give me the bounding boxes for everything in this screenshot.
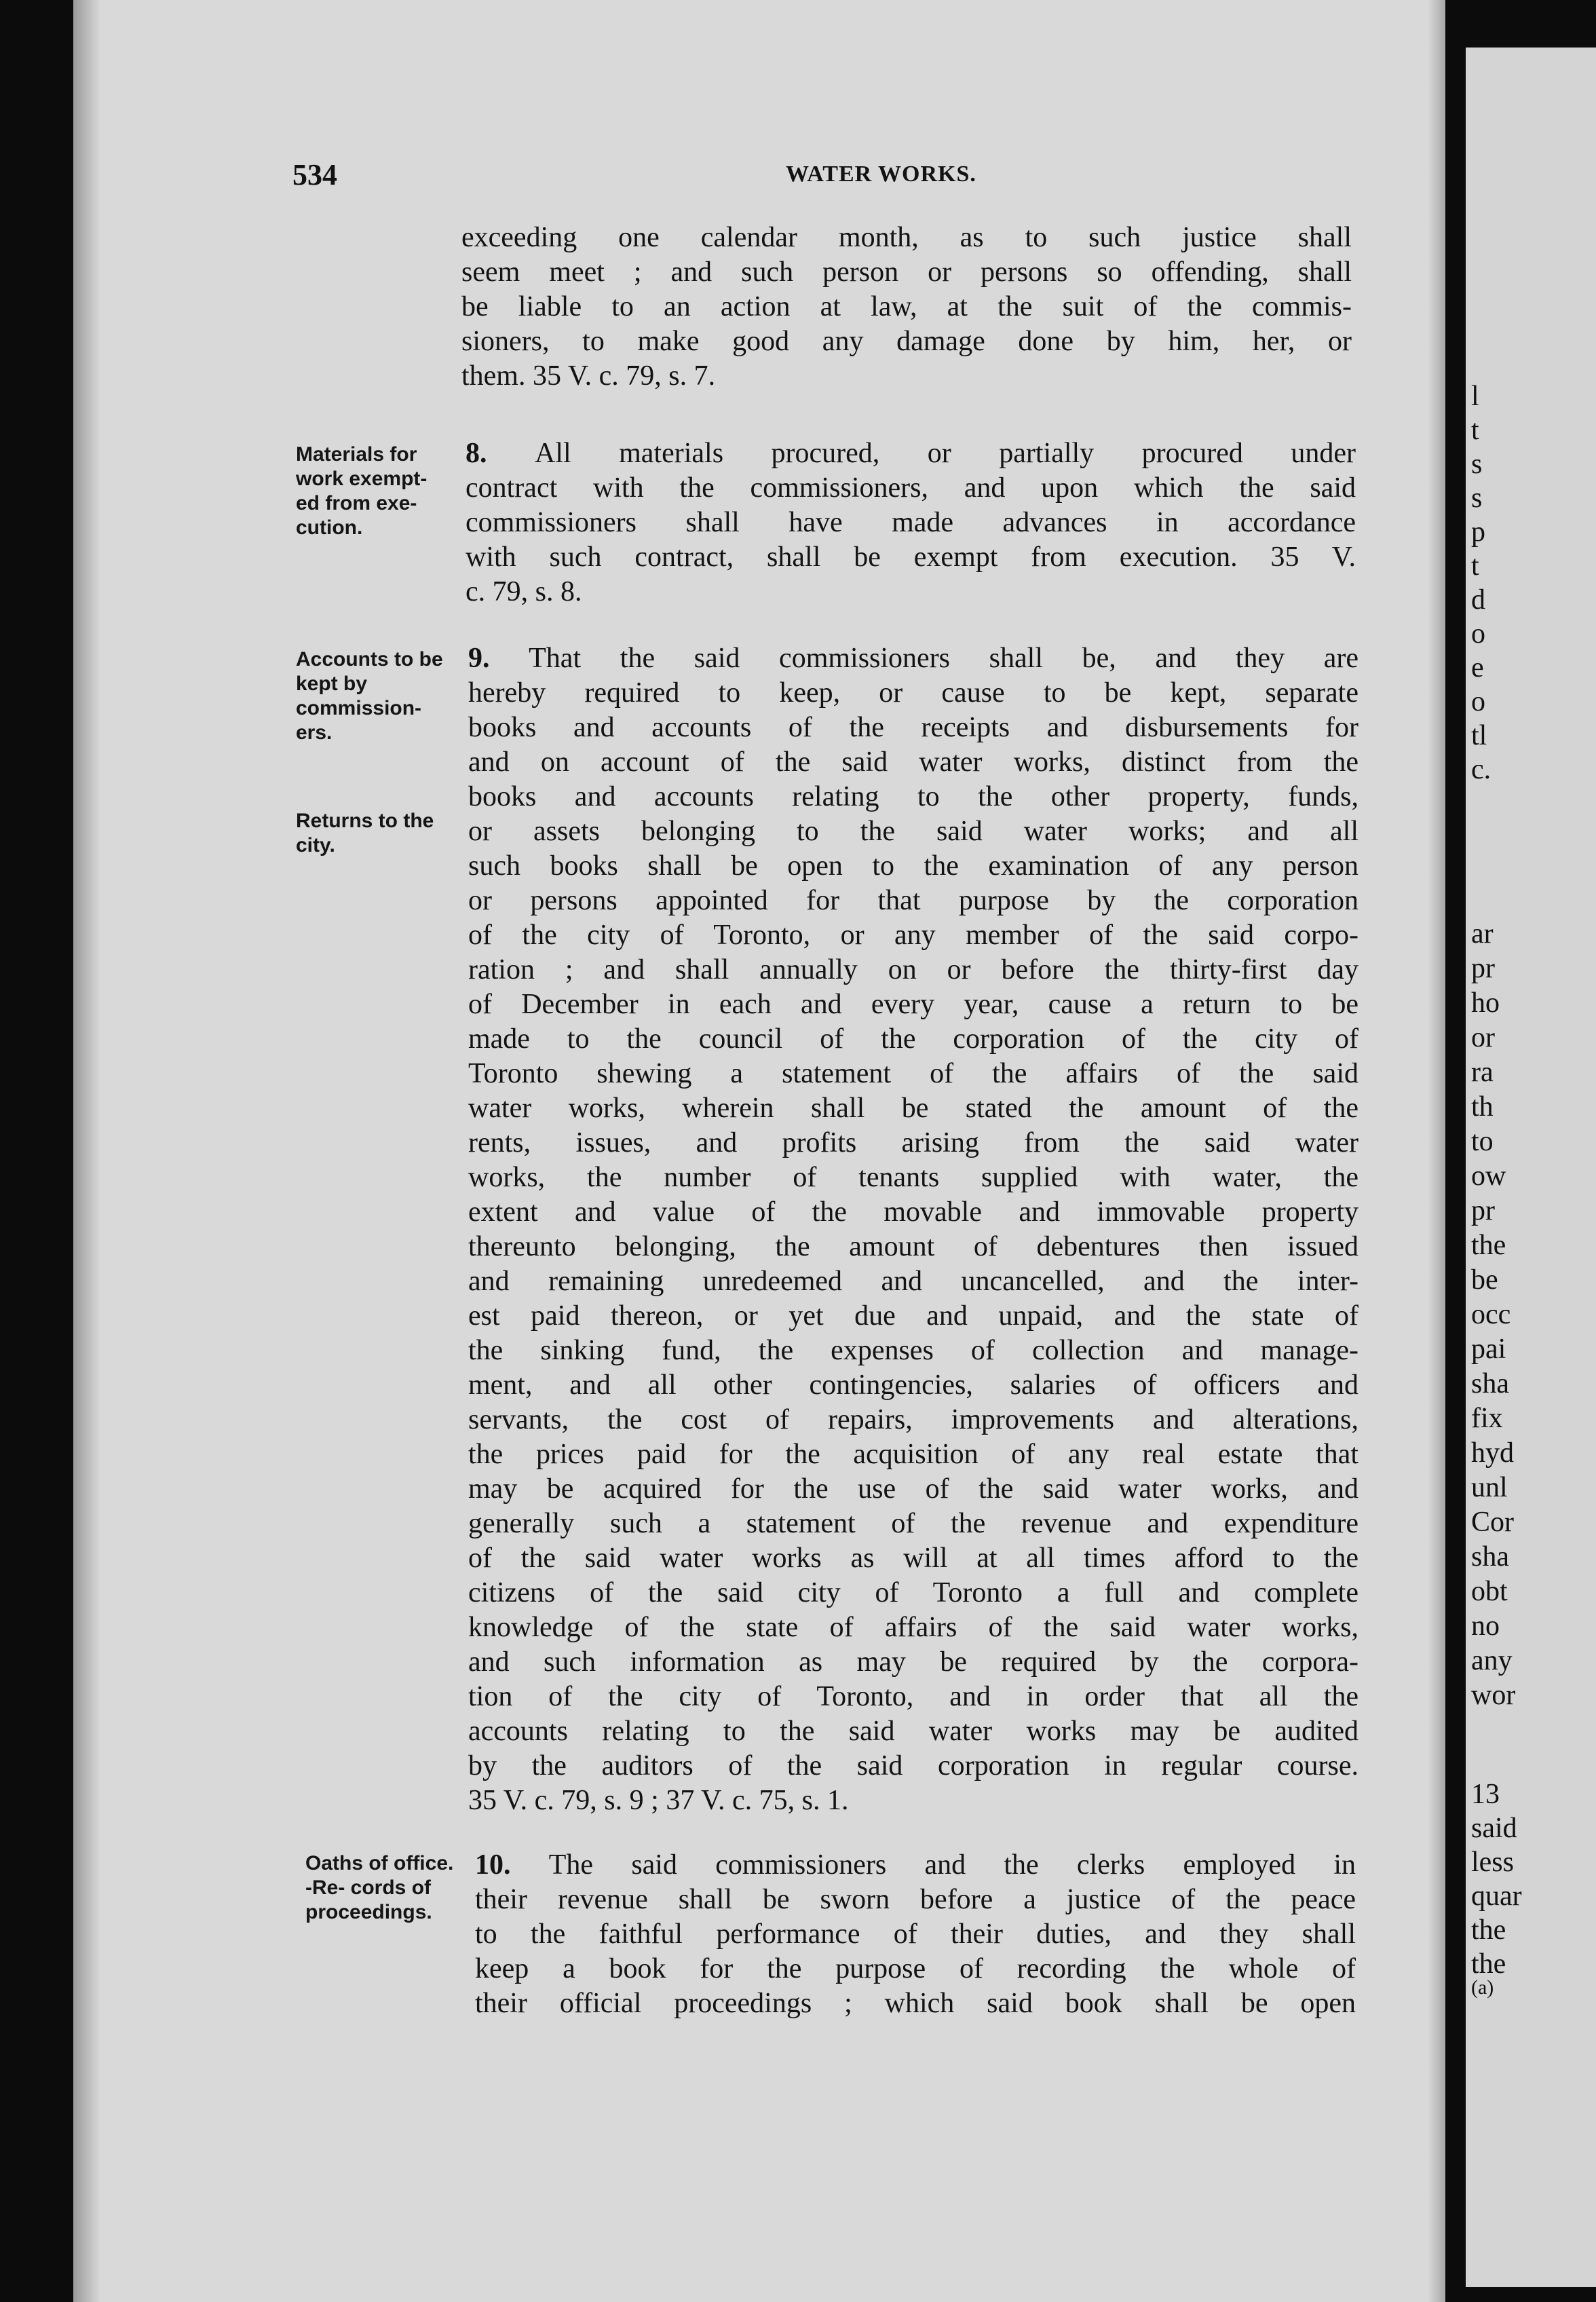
text-line: books and accounts relating to the other property, funds, — [468, 781, 1358, 812]
next-page-fragment: any — [1471, 1645, 1513, 1676]
next-page-fragment: ar — [1471, 918, 1494, 949]
text-line: servants, the cost of repairs, improvements and alterations, — [468, 1404, 1358, 1435]
next-page-fragment: or — [1471, 1022, 1495, 1053]
section-first-line — [466, 436, 1356, 471]
text-line: and such information as may be required by the corpora- — [468, 1646, 1358, 1678]
next-page-fragment: pai — [1471, 1334, 1506, 1365]
next-page-fragment: quar — [1471, 1881, 1522, 1912]
margin-note-oaths: Oaths of office. -Re- cords of proceedings. — [305, 1852, 454, 1923]
text-line: and on account of the said water works, distinct from the — [468, 747, 1358, 778]
margin-note-accounts: Accounts to be kept by commission- ers. — [296, 648, 443, 744]
section-8 — [466, 436, 1356, 609]
next-page-footnote: (a) — [1471, 1976, 1494, 1999]
page-shadow-right — [1428, 0, 1445, 2302]
section-number: 8. — [466, 438, 487, 469]
text-line: works, the number of tenants supplied with water, the — [468, 1162, 1358, 1193]
text-line: books and accounts of the receipts and disbursements for — [468, 712, 1358, 743]
text-line: or assets belonging to the said water works; and all — [468, 816, 1358, 847]
next-page-fragment: pr — [1471, 1195, 1495, 1226]
text-line: with such contract, shall be exempt from execution. 35 V. — [466, 542, 1356, 573]
next-page-fragment: ho — [1471, 987, 1500, 1019]
text-line: such books shall be open to the examination of any person — [468, 850, 1358, 882]
text-line: est paid thereon, or yet due and unpaid, and the state of — [468, 1300, 1358, 1332]
next-page-fragment: l — [1471, 381, 1479, 412]
section-first-line — [468, 641, 1358, 676]
next-page-fragment: c. — [1471, 754, 1492, 785]
text-line: their official proceedings ; which said book shall be open — [475, 1988, 1356, 2019]
next-page-fragment: p — [1471, 516, 1485, 548]
next-page-fragment: 13 — [1471, 1779, 1500, 1810]
text-line: 35 V. c. 79, s. 9 ; 37 V. c. 75, s. 1. — [468, 1785, 849, 1816]
section-text: All materials procured, or partially procured under — [534, 438, 1356, 469]
page-header — [73, 157, 1445, 198]
next-page-fragment: Cor — [1471, 1507, 1514, 1538]
next-page-fragment: s — [1471, 483, 1483, 514]
text-line: the sinking fund, the expenses of collection and manage- — [468, 1335, 1358, 1366]
text-line: Toronto shewing a statement of the affairs of the said — [468, 1058, 1358, 1089]
next-page-fragment: to — [1471, 1126, 1494, 1157]
text-line: be liable to an action at law, at the suit of the commis- — [461, 291, 1352, 322]
text-line: made to the council of the corporation of the city of — [468, 1023, 1358, 1055]
margin-note-materials: Materials for work exempt- ed from exe- cution. — [296, 443, 428, 539]
next-page-fragment: t — [1471, 550, 1479, 582]
next-page-fragment: hyd — [1471, 1437, 1514, 1469]
text-line: ment, and all other contingencies, salaries of officers and — [468, 1370, 1358, 1401]
next-page-fragment: the — [1471, 1914, 1506, 1946]
running-head: WATER WORKS. — [786, 162, 976, 187]
text-line: may be acquired for the use of the said water works, and — [468, 1473, 1358, 1505]
next-page-fragment: occ — [1471, 1299, 1511, 1330]
text-line: c. 79, s. 8. — [466, 576, 582, 607]
text-line: extent and value of the movable and immovable property — [468, 1196, 1358, 1228]
page-number: 534 — [292, 158, 337, 191]
next-page-fragment: the — [1471, 1948, 1506, 1980]
text-line: of the said water works as will at all times afford to the — [468, 1543, 1358, 1574]
scanned-page — [73, 0, 1445, 2302]
text-line: their revenue shall be sworn before a justice of the peace — [475, 1884, 1356, 1915]
text-line: accounts relating to the said water works may be audited — [468, 1716, 1358, 1747]
next-page-fragment: e — [1471, 652, 1484, 683]
next-page-fragment: d — [1471, 584, 1485, 616]
text-line: knowledge of the state of affairs of the said water works, — [468, 1612, 1358, 1643]
section-number: 10. — [475, 1849, 511, 1881]
section-first-line — [475, 1848, 1356, 1883]
next-page-fragment: the — [1471, 1230, 1506, 1261]
text-line: ration ; and shall annually on or before the thirty-first day — [468, 954, 1358, 985]
section-7-continuation — [461, 221, 1352, 394]
next-page-fragment: be — [1471, 1264, 1498, 1296]
text-line: exceeding one calendar month, as to such justice shall — [461, 222, 1352, 253]
next-page-fragment: obt — [1471, 1576, 1508, 1607]
text-line: them. 35 V. c. 79, s. 7. — [461, 360, 716, 392]
next-page-fragment: ra — [1471, 1057, 1494, 1088]
next-page-fragment: o — [1471, 686, 1485, 717]
section-10 — [475, 1848, 1356, 2021]
next-page-fragment: o — [1471, 618, 1485, 649]
text-line: hereby required to keep, or cause to be kept, separate — [468, 677, 1358, 709]
next-page-fragment: less — [1471, 1847, 1514, 1878]
text-line: commissioners shall have made advances in accordance — [466, 507, 1356, 538]
text-line: to the faithful performance of their duties, and they shall — [475, 1919, 1356, 1950]
text-line: of the city of Toronto, or any member of the said corpo- — [468, 920, 1358, 951]
next-page-fragment: s — [1471, 449, 1483, 480]
margin-note-returns: Returns to the city. — [296, 810, 434, 856]
next-page-fragment: said — [1471, 1813, 1517, 1844]
text-line: contract with the commissioners, and upon which the said — [466, 472, 1356, 504]
next-page-fragment: tl — [1471, 720, 1487, 751]
text-line: seem meet ; and such person or persons so offending, shall — [461, 257, 1352, 288]
text-line: sioners, to make good any damage done by him, her, or — [461, 326, 1352, 357]
text-line: and remaining unredeemed and uncancelled, and the inter- — [468, 1266, 1358, 1297]
text-line: tion of the city of Toronto, and in order that all the — [468, 1681, 1358, 1712]
text-line: of December in each and every year, cause a return to be — [468, 989, 1358, 1020]
text-line: citizens of the said city of Toronto a full and complete — [468, 1577, 1358, 1608]
next-page-fragment: sha — [1471, 1368, 1509, 1399]
next-page-fragment: no — [1471, 1610, 1500, 1642]
next-page-fragment: sha — [1471, 1541, 1509, 1572]
text-line: keep a book for the purpose of recording the whole of — [475, 1953, 1356, 1984]
text-line: rents, issues, and profits arising from the said water — [468, 1127, 1358, 1158]
next-page-fragment: th — [1471, 1091, 1494, 1122]
next-page-fragment: unl — [1471, 1472, 1508, 1503]
next-page-fragment: ow — [1471, 1161, 1506, 1192]
section-number: 9. — [468, 643, 490, 674]
next-page-fragment: wor — [1471, 1680, 1516, 1711]
next-page-edge — [1466, 48, 1596, 2287]
text-line: the prices paid for the acquisition of any real estate that — [468, 1439, 1358, 1470]
next-page-fragment: fix — [1471, 1403, 1503, 1434]
text-line: by the auditors of the said corporation in regular course. — [468, 1750, 1358, 1781]
text-line: thereunto belonging, the amount of debentures then issued — [468, 1231, 1358, 1262]
text-line: or persons appointed for that purpose by the corporation — [468, 885, 1358, 916]
next-page-fragment: pr — [1471, 953, 1495, 984]
section-9 — [468, 641, 1358, 1818]
text-line: water works, wherein shall be stated the amount of the — [468, 1093, 1358, 1124]
section-text: The said commissioners and the clerks employed in — [548, 1849, 1356, 1881]
section-text: That the said commissioners shall be, and they are — [529, 643, 1358, 674]
page-shadow-left — [73, 0, 100, 2302]
text-line: generally such a statement of the revenue and expenditure — [468, 1508, 1358, 1539]
next-page-fragment: t — [1471, 415, 1479, 446]
